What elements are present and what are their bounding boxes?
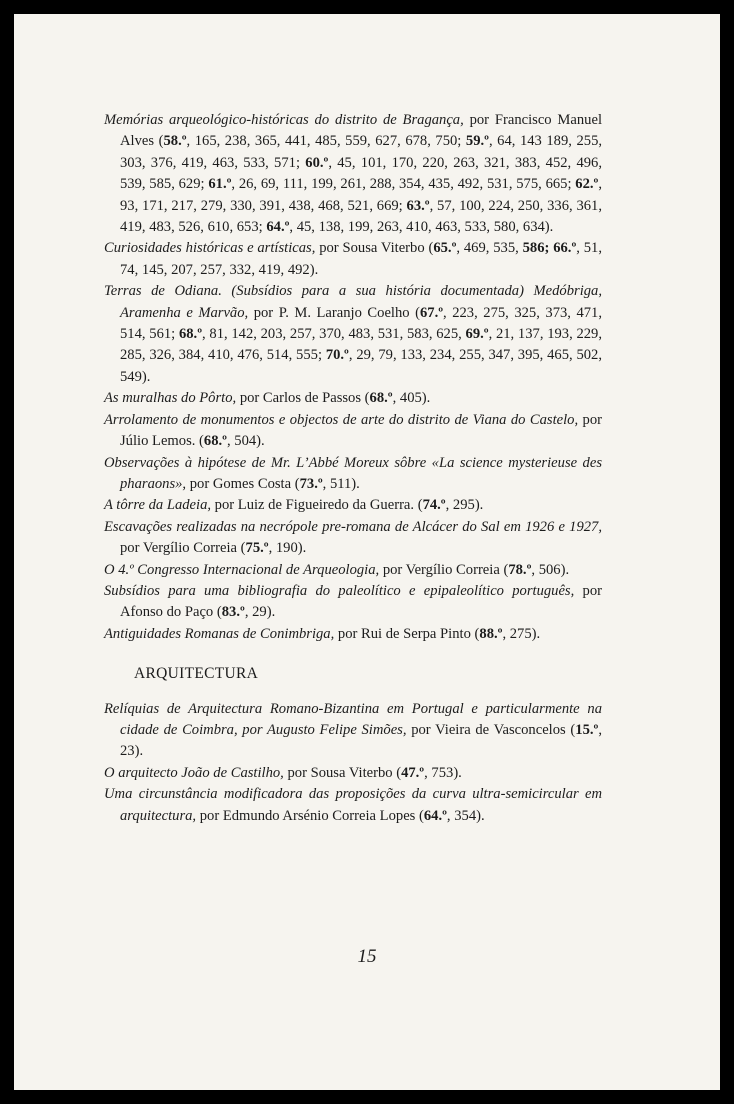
- page-refs: , 511).: [322, 475, 360, 492]
- entry-title: Arrolamento de monumentos e objectos de arte do distrito de Viana do Castelo,: [104, 411, 579, 428]
- page-refs: , 469, 535,: [456, 240, 523, 257]
- volume-number: 73.º: [299, 475, 323, 492]
- page-number: 15: [357, 946, 377, 967]
- page-refs: , 753).: [424, 764, 462, 781]
- entry-title: Observações à hipótese de Mr. L’Abbé Moreux sôbre «La science mysterieuse des pharaons»,: [104, 454, 602, 492]
- bibliography-entry: [104, 453, 602, 496]
- volume-number: 64.º: [423, 807, 447, 824]
- entry-title: Relíquias de Arquitectura Romano-Bizantina em Portugal e particularmente na cidade de Coimbra, por Augusto Felipe Simões,: [104, 700, 602, 738]
- page-refs: , 93, 171, 217, 279, 330, 391, 438, 468, 521, 669;: [120, 176, 603, 214]
- volume-number: 58.º: [163, 133, 187, 150]
- entry-author: por Júlio Lemos. (: [120, 411, 602, 450]
- volume-number: 83.º: [221, 604, 245, 621]
- volume-number: 59.º: [465, 133, 489, 150]
- entry-title: Terras de Odiana. (Subsídios para a sua história documentada) Medóbriga, Aramenha e Marvão,: [104, 283, 602, 321]
- bibliography-entry: [104, 699, 602, 763]
- page-refs: , 223, 275, 325, 373, 471, 514, 561;: [120, 304, 602, 343]
- bibliography-entry: [104, 784, 602, 827]
- page-refs: , 51, 74, 145, 207, 257, 332, 419, 492).: [120, 240, 603, 278]
- entry-title: Antiguidades Romanas de Conimbriga,: [104, 625, 335, 642]
- entry-title: Curiosidades históricas e artísticas,: [104, 240, 316, 257]
- page-refs: , 165, 238, 365, 441, 485, 559, 627, 678, 750;: [186, 133, 466, 150]
- entry-title: A tôrre da Ladeia,: [104, 497, 212, 514]
- entry-author: por Afonso do Paço (: [120, 582, 602, 621]
- bibliography-entry: [104, 388, 602, 409]
- page-refs: , 64, 143 189, 255, 303, 376, 419, 463, 533, 571;: [120, 133, 603, 171]
- page-refs: , 21, 137, 193, 229, 285, 326, 384, 410, 476, 514, 555;: [120, 326, 603, 364]
- entry-author: por P. M. Laranjo Coelho (: [248, 304, 420, 321]
- entry-title: Uma circunstância modificadora das proposições da curva ultra-semicircular em arquitectura,: [104, 786, 602, 824]
- page-content: [104, 110, 602, 827]
- entry-author: por Carlos de Passos (: [236, 390, 370, 407]
- entry-title: Memórias arqueológico-históricas do distrito de Bragança,: [104, 112, 464, 128]
- volume-number: 74.º: [422, 497, 446, 514]
- volume-number: 60.º: [305, 154, 329, 171]
- entry-author: por Gomes Costa (: [186, 475, 300, 492]
- document-page: [14, 14, 720, 1090]
- volume-number: 68.º: [203, 433, 227, 450]
- page-refs: , 405).: [392, 390, 431, 407]
- entry-author: por Luiz de Figueiredo da Guerra. (: [211, 497, 423, 514]
- page-refs: , 23).: [120, 721, 602, 760]
- entry-title: As muralhas do Pôrto,: [104, 390, 237, 407]
- bibliography-entry: [104, 763, 602, 784]
- page-refs: , 190).: [268, 540, 307, 557]
- entry-author: por Sousa Viterbo (: [315, 240, 434, 257]
- volume-number: 68.º: [178, 326, 203, 343]
- volume-number: 15.º: [575, 721, 599, 738]
- entry-title: Subsídios para uma bibliografia do paleolítico e epipaleolítico português,: [104, 582, 575, 599]
- entry-author: por Rui de Serpa Pinto (: [334, 625, 480, 642]
- bibliography-entry: [104, 560, 602, 581]
- entry-author: por Sousa Viterbo (: [283, 764, 402, 781]
- bibliography-entry: [104, 110, 602, 238]
- volume-number: 68.º: [369, 390, 393, 407]
- volume-number: 69.º: [465, 326, 489, 343]
- bibliography-entry: [104, 624, 602, 645]
- bibliography-entry: [104, 410, 602, 453]
- volume-number: 47.º: [401, 764, 425, 781]
- page-refs: , 57, 100, 224, 250, 336, 361, 419, 483, 526, 610, 653;: [120, 197, 602, 236]
- volume-number: 61.º: [208, 176, 232, 193]
- entry-author: por Edmundo Arsénio Correia Lopes (: [196, 807, 424, 824]
- page-refs: , 506).: [531, 561, 570, 578]
- section-heading: ARQUITECTURA: [134, 665, 259, 683]
- page-refs: , 29).: [244, 604, 276, 621]
- volume-number: 63.º: [406, 197, 430, 214]
- bibliography-entry: [104, 581, 602, 624]
- entry-title: O 4.º Congresso Internacional de Arqueologia,: [104, 561, 380, 578]
- page-refs: , 45, 138, 199, 263, 410, 463, 533, 580, 634).: [289, 219, 554, 236]
- page-refs: , 504).: [226, 433, 265, 450]
- volume-number: 65.º: [433, 240, 457, 257]
- page-refs: , 45, 101, 170, 220, 263, 321, 383, 452, 496, 539, 585, 629;: [120, 154, 602, 193]
- bibliography-entry: [104, 281, 602, 388]
- volume-number: 62.º: [575, 176, 599, 193]
- entry-title: Escavações realizadas na necrópole pre-romana de Alcácer do Sal em 1926 e 1927,: [104, 518, 602, 535]
- volume-number: 78.º: [508, 561, 532, 578]
- entry-author: por Francisco Manuel Alves (: [120, 112, 603, 150]
- page-refs: , 26, 69, 111, 199, 261, 288, 354, 435, 492, 531, 575, 665;: [231, 176, 576, 193]
- page-refs: , 81, 142, 203, 257, 370, 483, 531, 583, 625,: [202, 326, 466, 343]
- page-refs: , 275).: [502, 625, 541, 642]
- entry-author: por Vergílio Correia (: [379, 561, 509, 578]
- entry-author: por Vergílio Correia (: [120, 540, 246, 557]
- volume-number: 67.º: [419, 304, 444, 321]
- entry-title: O arquitecto João de Castilho,: [104, 764, 284, 781]
- volume-number: 70.º: [325, 347, 349, 364]
- volume-number: 75.º: [245, 540, 269, 557]
- page-refs: , 354).: [446, 807, 485, 824]
- page-refs: , 295).: [445, 497, 484, 514]
- volume-number: 586; 66.º: [522, 240, 577, 257]
- bibliography-entry: [104, 517, 602, 560]
- entry-author: por Vieira de Vasconcelos (: [406, 721, 576, 738]
- bibliography-entry: [104, 495, 602, 516]
- page-refs: , 29, 79, 133, 234, 255, 347, 395, 465, 502, 549).: [120, 347, 603, 385]
- volume-number: 88.º: [479, 625, 503, 642]
- bibliography-entry: [104, 238, 602, 281]
- volume-number: 64.º: [266, 219, 290, 236]
